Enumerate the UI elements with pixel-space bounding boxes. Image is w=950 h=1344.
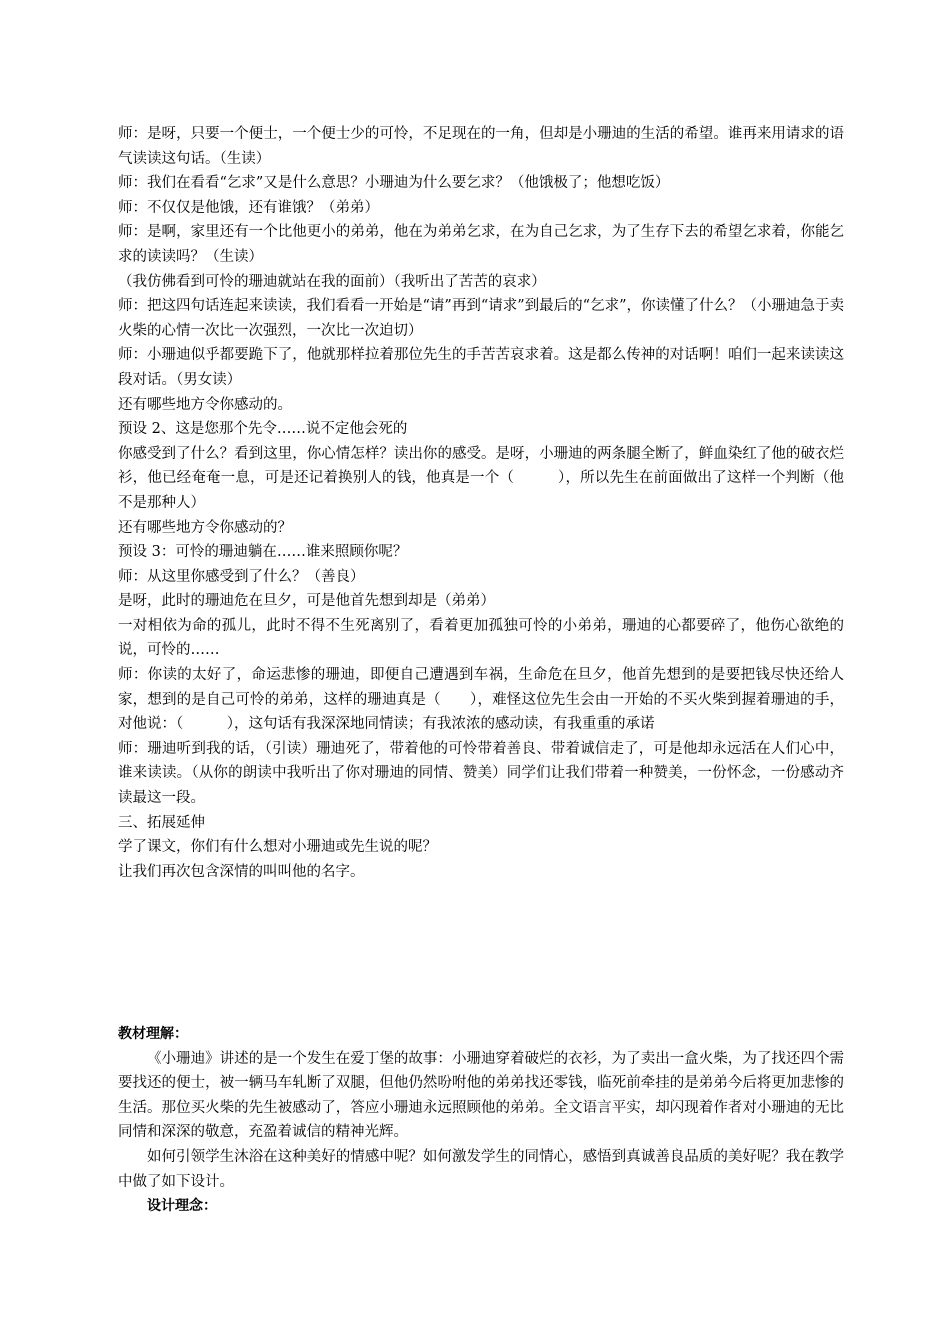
- paragraph: 一对相依为命的孤儿，此时不得不生死离别了，看着更加孤独可怜的小弟弟，珊迪的心都要碎了，他伤心欲绝的说，可怜的……: [118, 617, 844, 659]
- paragraph: 师：你读的太好了，命运悲惨的珊迪，即便自己遭遇到车祸，生命危在旦夕，他首先想到的是要把钱尽快还给人家，想到的是自己可怜的弟弟，这样的珊迪真是（ ），难怪这位先生会由一开始的不买火柴到握着珊迪的手，对他说：（ ），这句话有我深深地同情读；有我浓浓的感动读，有我重重的承诺: [118, 667, 844, 733]
- material-analysis-section: [118, 1022, 844, 1219]
- paragraph: 让我们再次包含深情的叫叫他的名字。: [118, 863, 365, 880]
- paragraph: 师：不仅仅是他饿，还有谁饿？（弟弟）: [118, 199, 379, 216]
- paragraph: 学了课文，你们有什么想对小珊迪或先生说的呢？: [118, 839, 437, 856]
- section-heading: 三、拓展延伸: [118, 814, 205, 831]
- paragraph: 师：从这里你感受到了什么？（善良）: [118, 568, 365, 585]
- paragraph: 师：我们在看看“乞求”又是什么意思？小珊迪为什么要乞求？（他饿极了；他想吃饭）: [118, 175, 670, 192]
- paragraph: （我仿佛看到可怜的珊迪就站在我的面前）（我听出了苦苦的哀求）: [118, 273, 546, 290]
- paragraph: 是呀，此时的珊迪危在旦夕，可是他首先想到却是（弟弟）: [118, 593, 495, 610]
- design-concept-heading: 设计理念：: [147, 1198, 217, 1215]
- paragraph: 《小珊迪》讲述的是一个发生在爱丁堡的故事：小珊迪穿着破烂的衣衫，为了卖出一盒火柴，为了找还四个需要找还的便士，被一辆马车轧断了双腿，但他仍然吩咐他的弟弟找还零钱，临死前牵挂的是弟弟今后将更加悲惨的生活。那位买火柴的先生被感动了，答应小珊迪永远照顾他的弟弟。全文语言平实，却闪现着作者对小珊迪的无比同情和深深的敬意，充盈着诚信的精神光辉。: [118, 1050, 844, 1141]
- lesson-dialogue-section: [118, 122, 844, 884]
- paragraph: 预设 2、这是您那个先令……说不定他会死的: [118, 421, 408, 438]
- paragraph: 预设 3：可怜的珊迪躺在……谁来照顾你呢？: [118, 544, 408, 561]
- paragraph: 还有哪些地方令你感动的？: [118, 519, 292, 536]
- analysis-heading: 教材理解：: [118, 1026, 188, 1042]
- paragraph: 如何引领学生沐浴在这种美好的情感中呢？如何激发学生的同情心，感悟到真诚善良品质的美好呢？我在教学中做了如下设计。: [118, 1148, 844, 1190]
- paragraph: 师：小珊迪似乎都要跪下了，他就那样拉着那位先生的手苦苦哀求着。这是都么传神的对话啊！咱们一起来读读这段对话。（男女读）: [118, 347, 844, 388]
- paragraph: 师：珊迪听到我的话，（引读）珊迪死了，带着他的可怜带着善良、带着诚信走了，可是他却永远活在人们心中，谁来读读。（从你的朗读中我听出了你对珊迪的同情、赞美）同学们让我们带着一种赞美，一份怀念，一份感动齐读最这一段。: [118, 740, 844, 807]
- paragraph: 你感受到了什么？看到这里，你心情怎样？读出你的感受。是呀，小珊迪的两条腿全断了，鲜血染红了他的破衣烂衫，他已经奄奄一息，可是还记着换别人的钱，他真是一个（ ），所以先生在前面做出了这样一个判断（他不是那种人）: [118, 445, 844, 511]
- paragraph: 师：是呀，只要一个便士，一个便士少的可怜，不足现在的一角，但却是小珊迪的生活的希望。谁再来用请求的语气读读这句话。（生读）: [118, 126, 844, 167]
- paragraph: 还有哪些地方令你感动的。: [118, 396, 292, 413]
- paragraph: 师：是啊，家里还有一个比他更小的弟弟，他在为弟弟乞求，在为自己乞求，为了生存下去的希望乞求着，你能乞求的读读吗？（生读）: [118, 224, 844, 265]
- paragraph: 师：把这四句话连起来读读，我们看看一开始是“请”再到“请求”到最后的“乞求”，你读懂了什么？（小珊迪急于卖火柴的心情一次比一次强烈，一次比一次迫切）: [118, 298, 844, 339]
